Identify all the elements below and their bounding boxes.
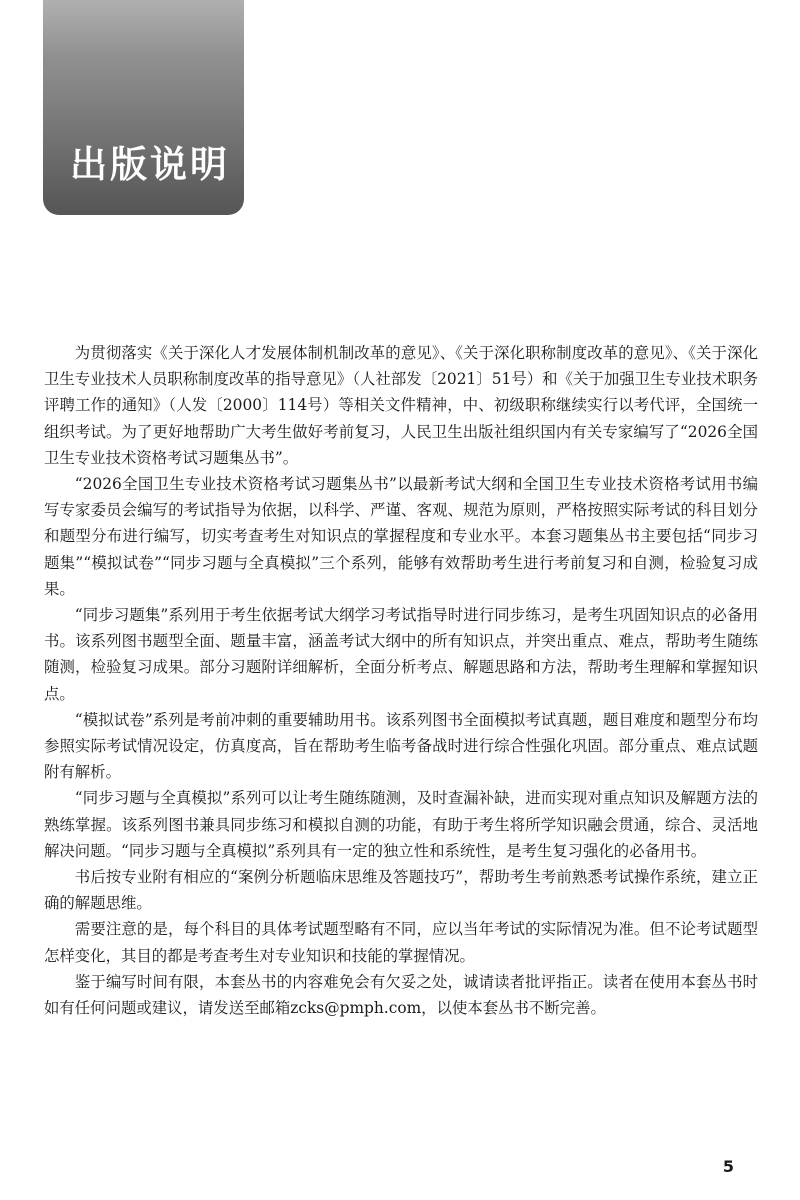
paragraph: 书后按专业附有相应的“案例分析题临床思维及答题技巧”，帮助考生考前熟悉考试操作系统，建立正确的解题思维。 [44,868,758,913]
body-text [44,340,758,1021]
page-title: 出版说明 [70,143,230,186]
title-banner [43,0,244,215]
paragraph: 鉴于编写时间有限，本套丛书的内容难免会有欠妥之处，诚请读者批评指正。读者在使用本套丛书时如有任何问题或建议，请发送至邮箱zcks@pmph.com，以使本套丛书不断完善。 [44,972,758,1018]
paragraph: “模拟试卷”系列是考前冲刺的重要辅助用书。该系列图书全面模拟考试真题，题目难度和题型分布均参照实际考试情况设定，仿真度高，旨在帮助考生临考备战时进行综合性强化巩固。部分重点、难点试题附有解析。 [44,710,758,782]
paragraph: 需要注意的是，每个科目的具体考试题型略有不同，应以当年考试的实际情况为准。但不论考试题型怎样变化，其目的都是考查考生对专业知识和技能的掌握情况。 [44,920,758,965]
paragraph: “同步习题与全真模拟”系列可以让考生随练随测，及时查漏补缺，进而实现对重点知识及解题方法的熟练掌握。该系列图书兼具同步练习和模拟自测的功能，有助于考生将所学知识融会贯通，综合、灵活地解决问题。“同步习题与全真模拟”系列具有一定的独立性和系统性，是考生复习强化的必备用书。 [44,789,758,860]
paragraph: 为贯彻落实《关于深化人才发展体制机制改革的意见》、《关于深化职称制度改革的意见》、《关于深化卫生专业技术人员职称制度改革的指导意见》（人社部发〔2021〕51号）和《关于加强卫生专业技术职务评聘工作的通知》（人发〔2000〕114号）等相关文件精神，中、初级职称继续实行以考代评，全国统一组织考试。为了更好地帮助广大考生做好考前复习，人民卫生出版社组织国内有关专家编写了“2026全国卫生专业技术资格考试习题集丛书”。 [44,344,758,467]
title-banner-shine [43,0,244,60]
paragraph: “同步习题集”系列用于考生依据考试大纲学习考试指导时进行同步练习，是考生巩固知识点的必备用书。该系列图书题型全面、题量丰富，涵盖考试大纲中的所有知识点，并突出重点、难点，帮助考生随练随测，检验复习成果。部分习题附详细解析，全面分析考点、解题思路和方法，帮助考生理解和掌握知识点。 [44,606,758,703]
paragraph: “2026全国卫生专业技术资格考试习题集丛书”以最新考试大纲和全国卫生专业技术资格考试用书编写专家委员会编写的考试指导为依据，以科学、严谨、客观、规范为原则，严格按照实际考试的科目划分和题型分布进行编写，切实考查考生对知识点的掌握程度和专业水平。本套习题集丛书主要包括“同步习题集”“模拟试卷”“同步习题与全真模拟”三个系列，能够有效帮助考生进行考前复习和自测，检验复习成果。 [44,475,758,598]
page-number: 5 [722,1157,734,1176]
